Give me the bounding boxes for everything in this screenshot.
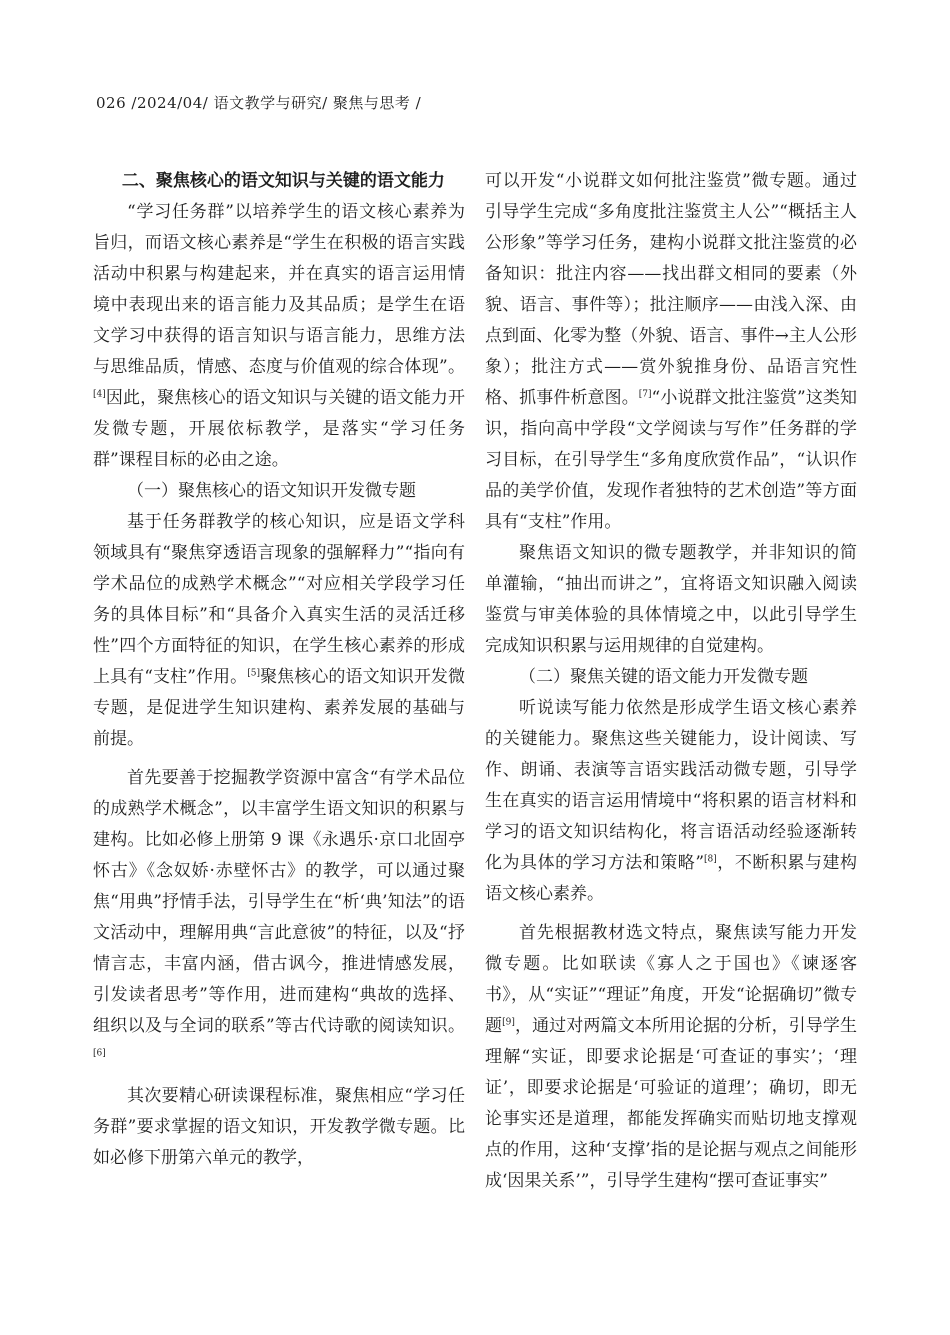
paragraph bbox=[93, 763, 465, 1073]
paragraph bbox=[93, 197, 465, 476]
citation: [5] bbox=[247, 668, 260, 679]
subsection-heading: （二）聚焦关键的语文能力开发微专题 bbox=[519, 667, 808, 687]
paragraph-text: 因此，聚焦核心的语文知识与关键的语文能力开发微专题，开展依标教学，是落实“学习任务群”课程目标的必由之途。 bbox=[93, 388, 465, 470]
paragraph bbox=[485, 918, 857, 1197]
paragraph-text: 首先要善于挖掘教学资源中富含“有学术品位的成熟学术概念”，以丰富学生语文知识的积累与建构。比如必修上册第 9 课《永遇乐·京口北固亭怀古》《念奴娇·赤壁怀古》的教学，可以通过聚焦“用典”抒情手法，引导学生在“析‘典’知法”的语文活动中，理解用典“言此意彼”的特征，以及“抒情言志，丰富内涵，借古讽今，推进情感发展，引发读者思考”等作用，进而建构“典故的选择、组织以及与全词的联系”等古代诗歌的阅读知识。 bbox=[93, 768, 465, 1036]
citation: [7] bbox=[638, 389, 652, 400]
paragraph-text: 可以开发“小说群文如何批注鉴赏”微专题。通过引导学生完成“多角度批注鉴赏主人公”“概括主人公形象”等学习任务，建构小说群文批注鉴赏的必备知识：批注内容——找出群文相同的要素（外貌、语言、事件等）；批注顺序——由浅入深、由点到面、化零为整（外貌、语言、事件→主人公形象）；批注方式——赏外貌推身份、品语言究性格、抓事件析意图。 bbox=[485, 171, 857, 408]
citation: [8] bbox=[704, 854, 717, 865]
paragraph-text: “学习任务群”以培养学生的语文核心素养为旨归，而语文核心素养是“学生在积极的语言实践活动中积累与构建起来，并在真实的语言运用情境中表现出来的语言能力及其品质；是学生在语文学习中获得的语言知识与语言能力，思维方法与思维品质，情感、态度与价值观的综合体现”。 bbox=[93, 202, 465, 377]
section-heading: 二、聚焦核心的语文知识与关键的语文能力 bbox=[121, 171, 445, 191]
paragraph: 聚焦语文知识的微专题教学，并非知识的简单灌输，“抽出而讲之”，宜将语文知识融入阅读鉴赏与审美体验的具体情境之中，以此引导学生完成知识积累与运用规律的自觉建构。 bbox=[485, 543, 857, 656]
paragraph-text: 听说读写能力依然是形成学生语文核心素养的关键能力。聚焦这些关键能力，设计阅读、写作、朗诵、表演等言语实践活动微专题，引导学生在真实的语言运用情境中“将积累的语言材料和学习的语文知识结构化，将言语活动经验逐渐转化为具体的学习方法和策略” bbox=[485, 698, 857, 873]
paragraph-text: 基于任务群教学的核心知识，应是语文学科领域具有“聚焦穿透语言现象的强解释力”“指向有学术品位的成熟学术概念”“对应相关学段学习任务的具体目标”和“具备介入真实生活的灵活迁移性”四个方面特征的知识，在学生核心素养的形成上具有“支柱”作用。 bbox=[93, 512, 465, 687]
citation: [6] bbox=[93, 1048, 106, 1059]
paragraph-text: 聚焦核心的语文知识开发微专题，是促进学生知识建构、素养发展的基础与前提。 bbox=[93, 667, 465, 749]
paragraph-text: “小说群文批注鉴赏”这类知识，指向高中学段“文学阅读与写作”任务群的学习目标，在引导学生“多角度欣赏作品”，“认识作品的美学价值，发现作者独特的艺术创造”等方面具有“支柱”作用。 bbox=[485, 388, 857, 532]
paragraph: 其次要精心研读课程标准，聚焦相应“学习任务群”要求掌握的语文知识，开发教学微专题。比如必修下册第六单元的教学， bbox=[93, 1086, 465, 1168]
paragraph-text: ，通过对两篇文本所用论据的分析，引导学生理解“实证，即要求论据是‘可查证的事实’；‘理证’，即要求论据是‘可验证的道理’；确切，即无论事实还是道理，都能发挥确实而贴切地支撑观点的作用，这种‘支撑’指的是论据与观点之间能形成‘因果关系’”，引导学生建构“摆可查证事实” bbox=[485, 1016, 858, 1191]
left-column bbox=[93, 166, 465, 1174]
paragraph bbox=[93, 507, 465, 755]
paragraph-text: 首先根据教材选文特点，聚焦读写能力开发微专题。比如联读《寡人之于国也》《谏逐客书》，从“实证”“理证”角度，开发“论据确切”微专题 bbox=[485, 923, 857, 1036]
right-column bbox=[485, 166, 857, 1197]
citation: [4] bbox=[93, 389, 106, 400]
paragraph-continued bbox=[485, 166, 857, 538]
paragraph bbox=[485, 693, 857, 910]
paragraph-text: ，不断积累与建构语文核心素养。 bbox=[485, 853, 857, 904]
citation: [9] bbox=[502, 1017, 515, 1028]
running-header: 026 /2024/04/ 语文教学与研究/ 聚焦与思考 / bbox=[96, 94, 422, 112]
subsection-heading: （一）聚焦核心的语文知识开发微专题 bbox=[127, 481, 416, 501]
